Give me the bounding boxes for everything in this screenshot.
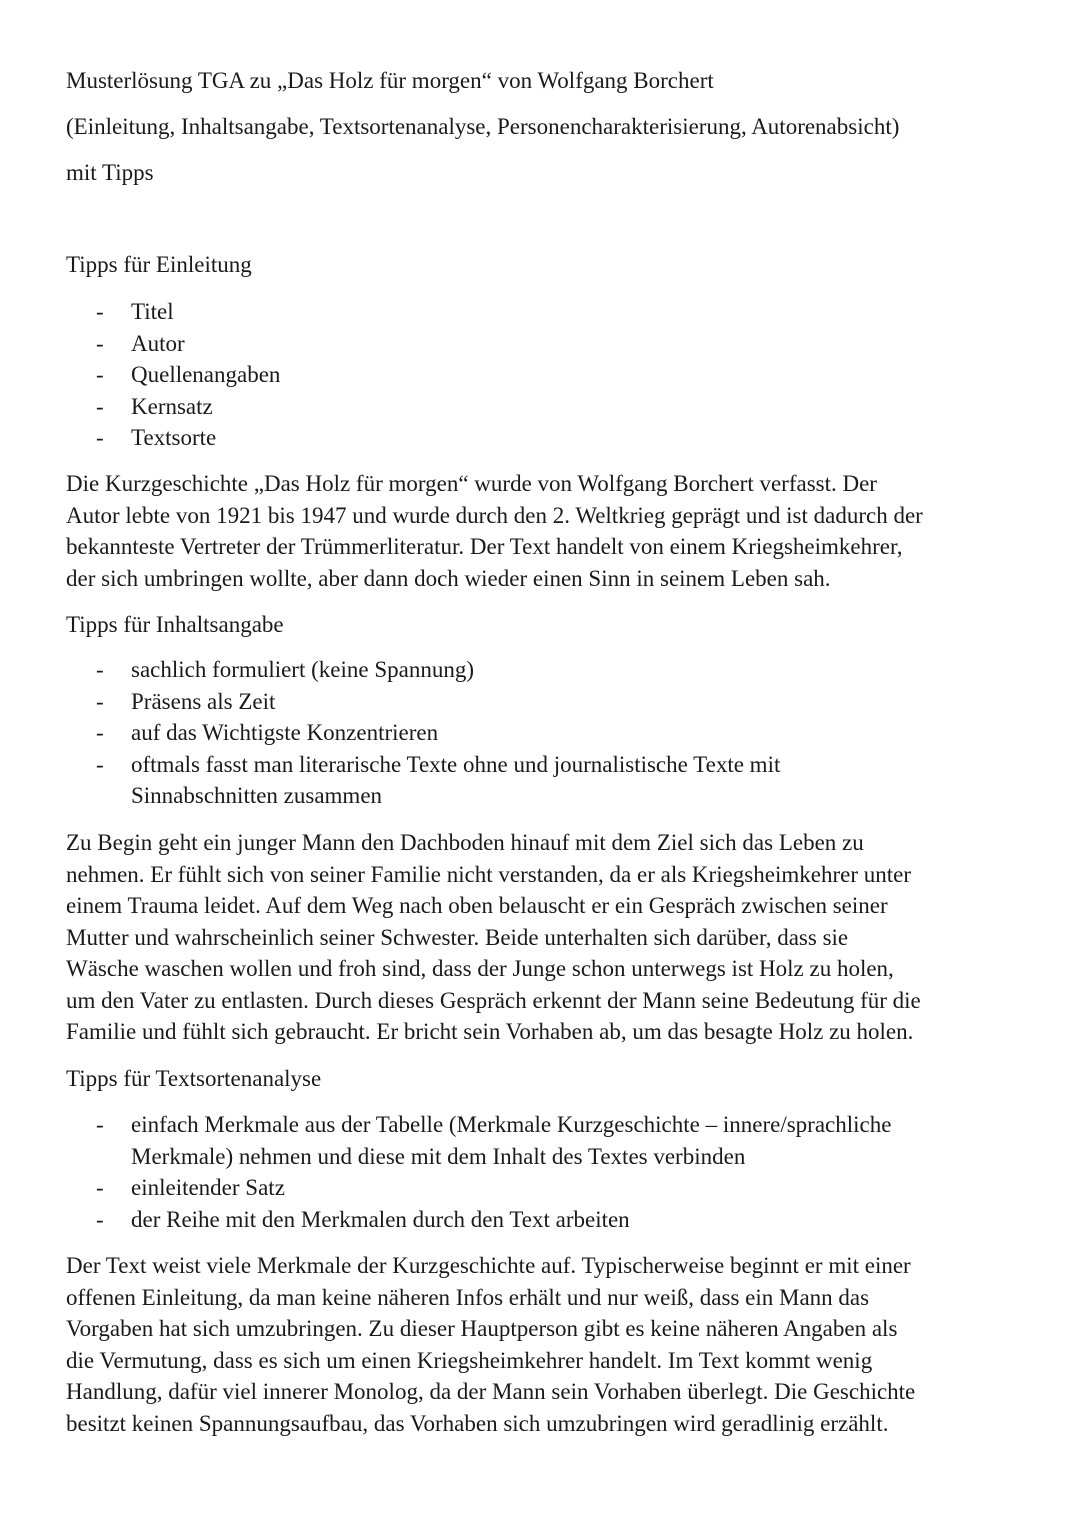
paragraph-line: bekannteste Vertreter der Trümmerliteratur. Der Text handelt von einem Kriegsheimkehrer,	[66, 534, 903, 559]
list-item	[0, 1204, 891, 1236]
paragraph-inhaltsangabe	[66, 827, 1026, 1048]
list-item	[0, 296, 280, 328]
list-item-continuation	[0, 1141, 891, 1173]
list-item-text: Sinnabschnitten zusammen	[131, 783, 383, 808]
list-item-text: sachlich formuliert (keine Spannung)	[131, 657, 474, 682]
paragraph-line: Zu Begin geht ein junger Mann den Dachboden hinauf mit dem Ziel sich das Leben zu	[66, 830, 864, 855]
paragraph-einleitung	[66, 468, 1026, 594]
list-item	[0, 686, 780, 718]
list-item-text: einleitender Satz	[131, 1175, 285, 1200]
list-item-text: Autor	[131, 330, 185, 356]
list-item-text: auf das Wichtigste Konzentrieren	[131, 720, 439, 745]
paragraph-line: Vorgaben hat sich umzubringen. Zu dieser Hauptperson gibt es keine näheren Angaben als	[66, 1316, 898, 1341]
paragraph-line: Handlung, dafür viel innerer Monolog, da der Mann sein Vorhaben überlegt. Die Geschichte	[66, 1379, 916, 1404]
list-item	[0, 717, 780, 749]
tips-list-textsortenanalyse	[0, 1109, 891, 1235]
list-item	[0, 328, 280, 360]
list-item-text: Quellenangaben	[131, 362, 281, 387]
paragraph-line: die Vermutung, dass es sich um einen Kriegsheimkehrer handelt. Im Text kommt wenig	[66, 1347, 873, 1373]
tips-list-inhaltsangabe	[0, 654, 780, 812]
document-subtitle-suffix: mit Tipps	[66, 160, 154, 185]
bullet-dash: -	[96, 688, 104, 714]
bullet-dash: -	[96, 393, 104, 419]
list-item-continuation	[0, 780, 780, 812]
paragraph-line: Wäsche waschen wollen und froh sind, dass der Junge schon unterwegs ist Holz zu holen,	[66, 956, 894, 981]
bullet-dash: -	[96, 657, 104, 682]
section-heading-einleitung: Tipps für Einleitung	[66, 252, 252, 277]
list-item-text: Titel	[131, 299, 174, 324]
bullet-dash: -	[96, 330, 104, 356]
paragraph-line: der sich umbringen wollte, aber dann doch wieder einen Sinn in seinem Leben sah.	[66, 565, 831, 591]
bullet-dash: -	[96, 1175, 104, 1200]
list-item	[0, 359, 280, 391]
bullet-dash: -	[96, 751, 104, 777]
section-heading-inhaltsangabe: Tipps für Inhaltsangabe	[66, 612, 284, 637]
list-item-text: der Reihe mit den Merkmalen durch den Text arbeiten	[131, 1206, 630, 1232]
bullet-dash: -	[96, 1112, 104, 1137]
section-heading-textsortenanalyse: Tipps für Textsortenanalyse	[66, 1066, 322, 1091]
paragraph-line: einem Trauma leidet. Auf dem Weg nach oben belauscht er ein Gespräch zwischen seiner	[66, 893, 888, 918]
list-item	[0, 749, 780, 781]
paragraph-line: Der Text weist viele Merkmale der Kurzgeschichte auf. Typischerweise beginnt er mit einer	[66, 1253, 911, 1278]
list-item-text: oftmals fasst man literarische Texte ohne und journalistische Texte mit	[131, 751, 781, 777]
list-item-text: Kernsatz	[131, 393, 213, 419]
list-item-text: Merkmale) nehmen und diese mit dem Inhalt des Textes verbinden	[131, 1143, 746, 1169]
paragraph-line: nehmen. Er fühlt sich von seiner Familie nicht verstanden, da er als Kriegsheimkehrer unter	[66, 861, 911, 887]
list-item	[0, 1109, 891, 1141]
bullet-dash: -	[96, 1206, 104, 1232]
tips-list-einleitung	[0, 296, 280, 454]
document-subtitle: (Einleitung, Inhaltsangabe, Textsortenanalyse, Personencharakterisierung, Autorenabsicht)	[66, 114, 900, 139]
paragraph-line: Familie und fühlt sich gebraucht. Er bricht sein Vorhaben ab, um das besagte Holz zu holen.	[66, 1019, 914, 1044]
list-item	[0, 654, 780, 686]
bullet-dash: -	[96, 720, 104, 745]
paragraph-line: offenen Einleitung, da man keine näheren Infos erhält und nur weiß, dass ein Mann das	[66, 1284, 870, 1310]
paragraph-textsortenanalyse	[66, 1250, 1026, 1439]
document-title: Musterlösung TGA zu „Das Holz für morgen“ von Wolfgang Borchert	[66, 68, 714, 93]
list-item-text: Präsens als Zeit	[131, 688, 276, 714]
list-item-text: Textsorte	[131, 425, 217, 450]
paragraph-line: Autor lebte von 1921 bis 1947 und wurde durch den 2. Weltkrieg geprägt und ist dadurch der	[66, 502, 923, 528]
list-item	[0, 422, 280, 454]
paragraph-line: um den Vater zu entlasten. Durch dieses Gespräch erkennt der Mann seine Bedeutung für die	[66, 987, 921, 1013]
paragraph-line: Die Kurzgeschichte „Das Holz für morgen“ wurde von Wolfgang Borchert verfasst. Der	[66, 471, 877, 496]
list-item-text: einfach Merkmale aus der Tabelle (Merkmale Kurzgeschichte – innere/sprachliche	[131, 1112, 892, 1137]
list-item	[0, 391, 280, 423]
bullet-dash: -	[96, 362, 104, 387]
paragraph-line: Mutter und wahrscheinlich seiner Schwester. Beide unterhalten sich darüber, dass sie	[66, 924, 849, 950]
bullet-dash: -	[96, 299, 104, 324]
list-item	[0, 1172, 891, 1204]
bullet-dash: -	[96, 425, 104, 450]
paragraph-line: besitzt keinen Spannungsaufbau, das Vorhaben sich umzubringen wird geradlinig erzählt.	[66, 1410, 889, 1436]
